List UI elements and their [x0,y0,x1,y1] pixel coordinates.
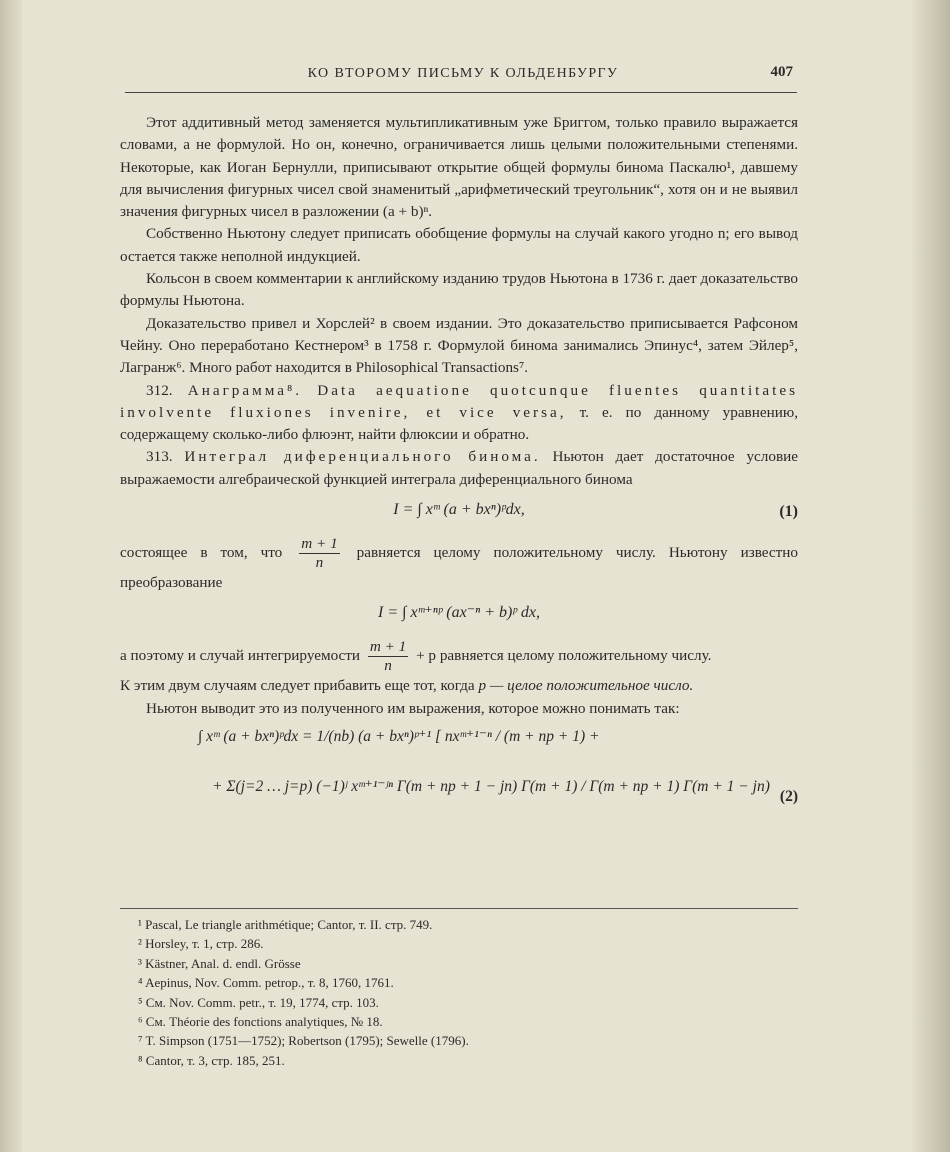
equation-1-number: (1) [779,503,798,521]
paragraph-third-case [120,675,798,697]
fraction-numerator: m + 1 [369,638,407,656]
running-head: КО ВТОРОМУ ПИСЬМУ К ОЛЬДЕНБУРГУ [307,66,619,81]
section-number-312: 312. [146,381,173,399]
equation-2-line-1: ∫ xᵐ (a + bxⁿ)ᵖdx = 1/(nb) (a + bxⁿ)ᵖ⁺¹ [ nxᵐ⁺¹⁻ⁿ / (m + np + 1) + [198,727,600,745]
page-body [120,112,798,822]
paragraph-colson: Кольсон в своем комментарии к английскому изданию трудов Ньютона в 1736 г. дает доказательство формулы Ньютона. [120,270,798,310]
paragraph-binomial-integral [120,446,798,491]
paragraph-second-case [120,638,798,675]
footnote-1: ¹ Pascal, Le triangle arithmétique; Cantor, т. II. стр. 749. [138,917,433,932]
paragraph-additive-method: Этот аддитивный метод заменяется мультипликативным уже Бриггом, только правило выражается словами, а не формулой. Но он, конечно, ограничивается лишь целыми положительными степенями. Некоторые, как Иоган Бернулли, приписывают открытие общей формулы бинома Паскалю¹, давшему для вычисления фигурных чисел свой знаменитый „арифметический треугольник“, хотя он и не выявил значения фигурных чисел в разложении (a + b)ⁿ. [120,114,798,221]
binomial-text: Ньютон дает достаточное условие выражаемости алгебраической функцией интеграла диференциального бинома [120,448,799,488]
condition-text-b: равняется целому положительному числу. Ньютону известно преобразование [120,544,799,592]
equation-transform [120,594,798,638]
equation-1-body: I = ∫ xᵐ (a + bxⁿ)ᵖdx, [393,501,525,519]
footnote-5: ⁵ См. Nov. Comm. petr., т. 19, 1774, стр. 103. [138,994,379,1010]
fraction-denominator: n [315,554,324,572]
fraction-denominator: n [384,657,392,675]
fraction-numerator: m + 1 [301,535,338,553]
equation-1 [120,491,798,535]
second-case-text-b: + p равняется целому положительному числу. [416,647,712,665]
footnote-7: ⁷ T. Simpson (1751—1752); Robertson (1795); Sewelle (1796). [138,1033,469,1049]
second-case-text-a: а поэтому и случай интегрируемости [120,647,361,665]
section-title-anagram: Анаграмма⁸. [187,381,303,399]
anagram-translation: т. е. по данному уравнению, содержащему сколько-либо флюэнт, найти флюксии и обратно. [120,403,798,444]
footnote-4: ⁴ Aepinus, Nov. Comm. petrop., т. 8, 1760, 1761. [138,975,394,991]
equation-2-number: (2) [779,787,798,805]
fraction-m-plus-1-over-n [299,535,339,572]
section-title-binomial: Интеграл диференциального бинома. [184,448,541,466]
paragraph-condition [120,535,798,594]
fraction-m-plus-1-over-n-2 [368,638,408,675]
third-case-italic: p — целое положительное число. [478,677,694,695]
condition-text-a: состоящее в том, что [120,544,283,562]
footnote-8: ⁸ Cantor, т. 3, стр. 185, 251. [138,1052,285,1068]
paragraph-horsley: Доказательство привел и Хорслей² в своем издании. Это доказательство приписывается Рафсоном Чейну. Оно переработано Кестнером³ в 1758 г. Формулой бинома занимались Эпинус⁴, затем Эйлер⁵, Лагранж⁶. Много работ находится в Philosophical Transactions⁷. [120,314,798,377]
equation-2-line-2: + Σ(j=2 … j=p) (−1)ʲ xᵐ⁺¹⁻ʲⁿ Γ(m + np + 1 − jn) Γ(m + 1) / Γ(m + np + 1) Γ(m + 1 − jn) [212,777,770,795]
footnote-2: ² Horsley, т. 1, стр. 286. [138,936,264,952]
third-case-text: К этим двум случаям следует прибавить еще тот, когда [120,677,475,695]
page-edge-shadow-right [912,0,950,1152]
paragraph-newton-derivation: Ньютон выводит это из полученного им выражения, которое можно понимать так: [146,699,680,717]
paragraph-newton-generalization: Собственно Ньютону следует приписать обобщение формулы на случай какого угодно n; его вывод остается также неполной индукцией. [120,225,798,265]
page-edge-shadow-left [0,0,22,1152]
page-number: 407 [770,64,793,80]
latin-anagram-text: Data aequatione quotcunque fluentes quantitates involvente fluxiones invenire, et vice versa, [120,381,799,421]
footnote-3: ³ Kästner, Anal. d. endl. Grösse [138,955,301,971]
page-header [125,66,797,93]
footnotes [120,908,798,1070]
equation-transform-body: I = ∫ xᵐ⁺ⁿᵖ (ax⁻ⁿ + b)ᵖ dx, [378,604,540,622]
section-number-313: 313. [146,448,173,466]
equation-2 [120,720,798,822]
paragraph-anagram [120,380,798,447]
footnote-6: ⁶ См. Théorie des fonctions analytiques, № 18. [138,1014,383,1030]
